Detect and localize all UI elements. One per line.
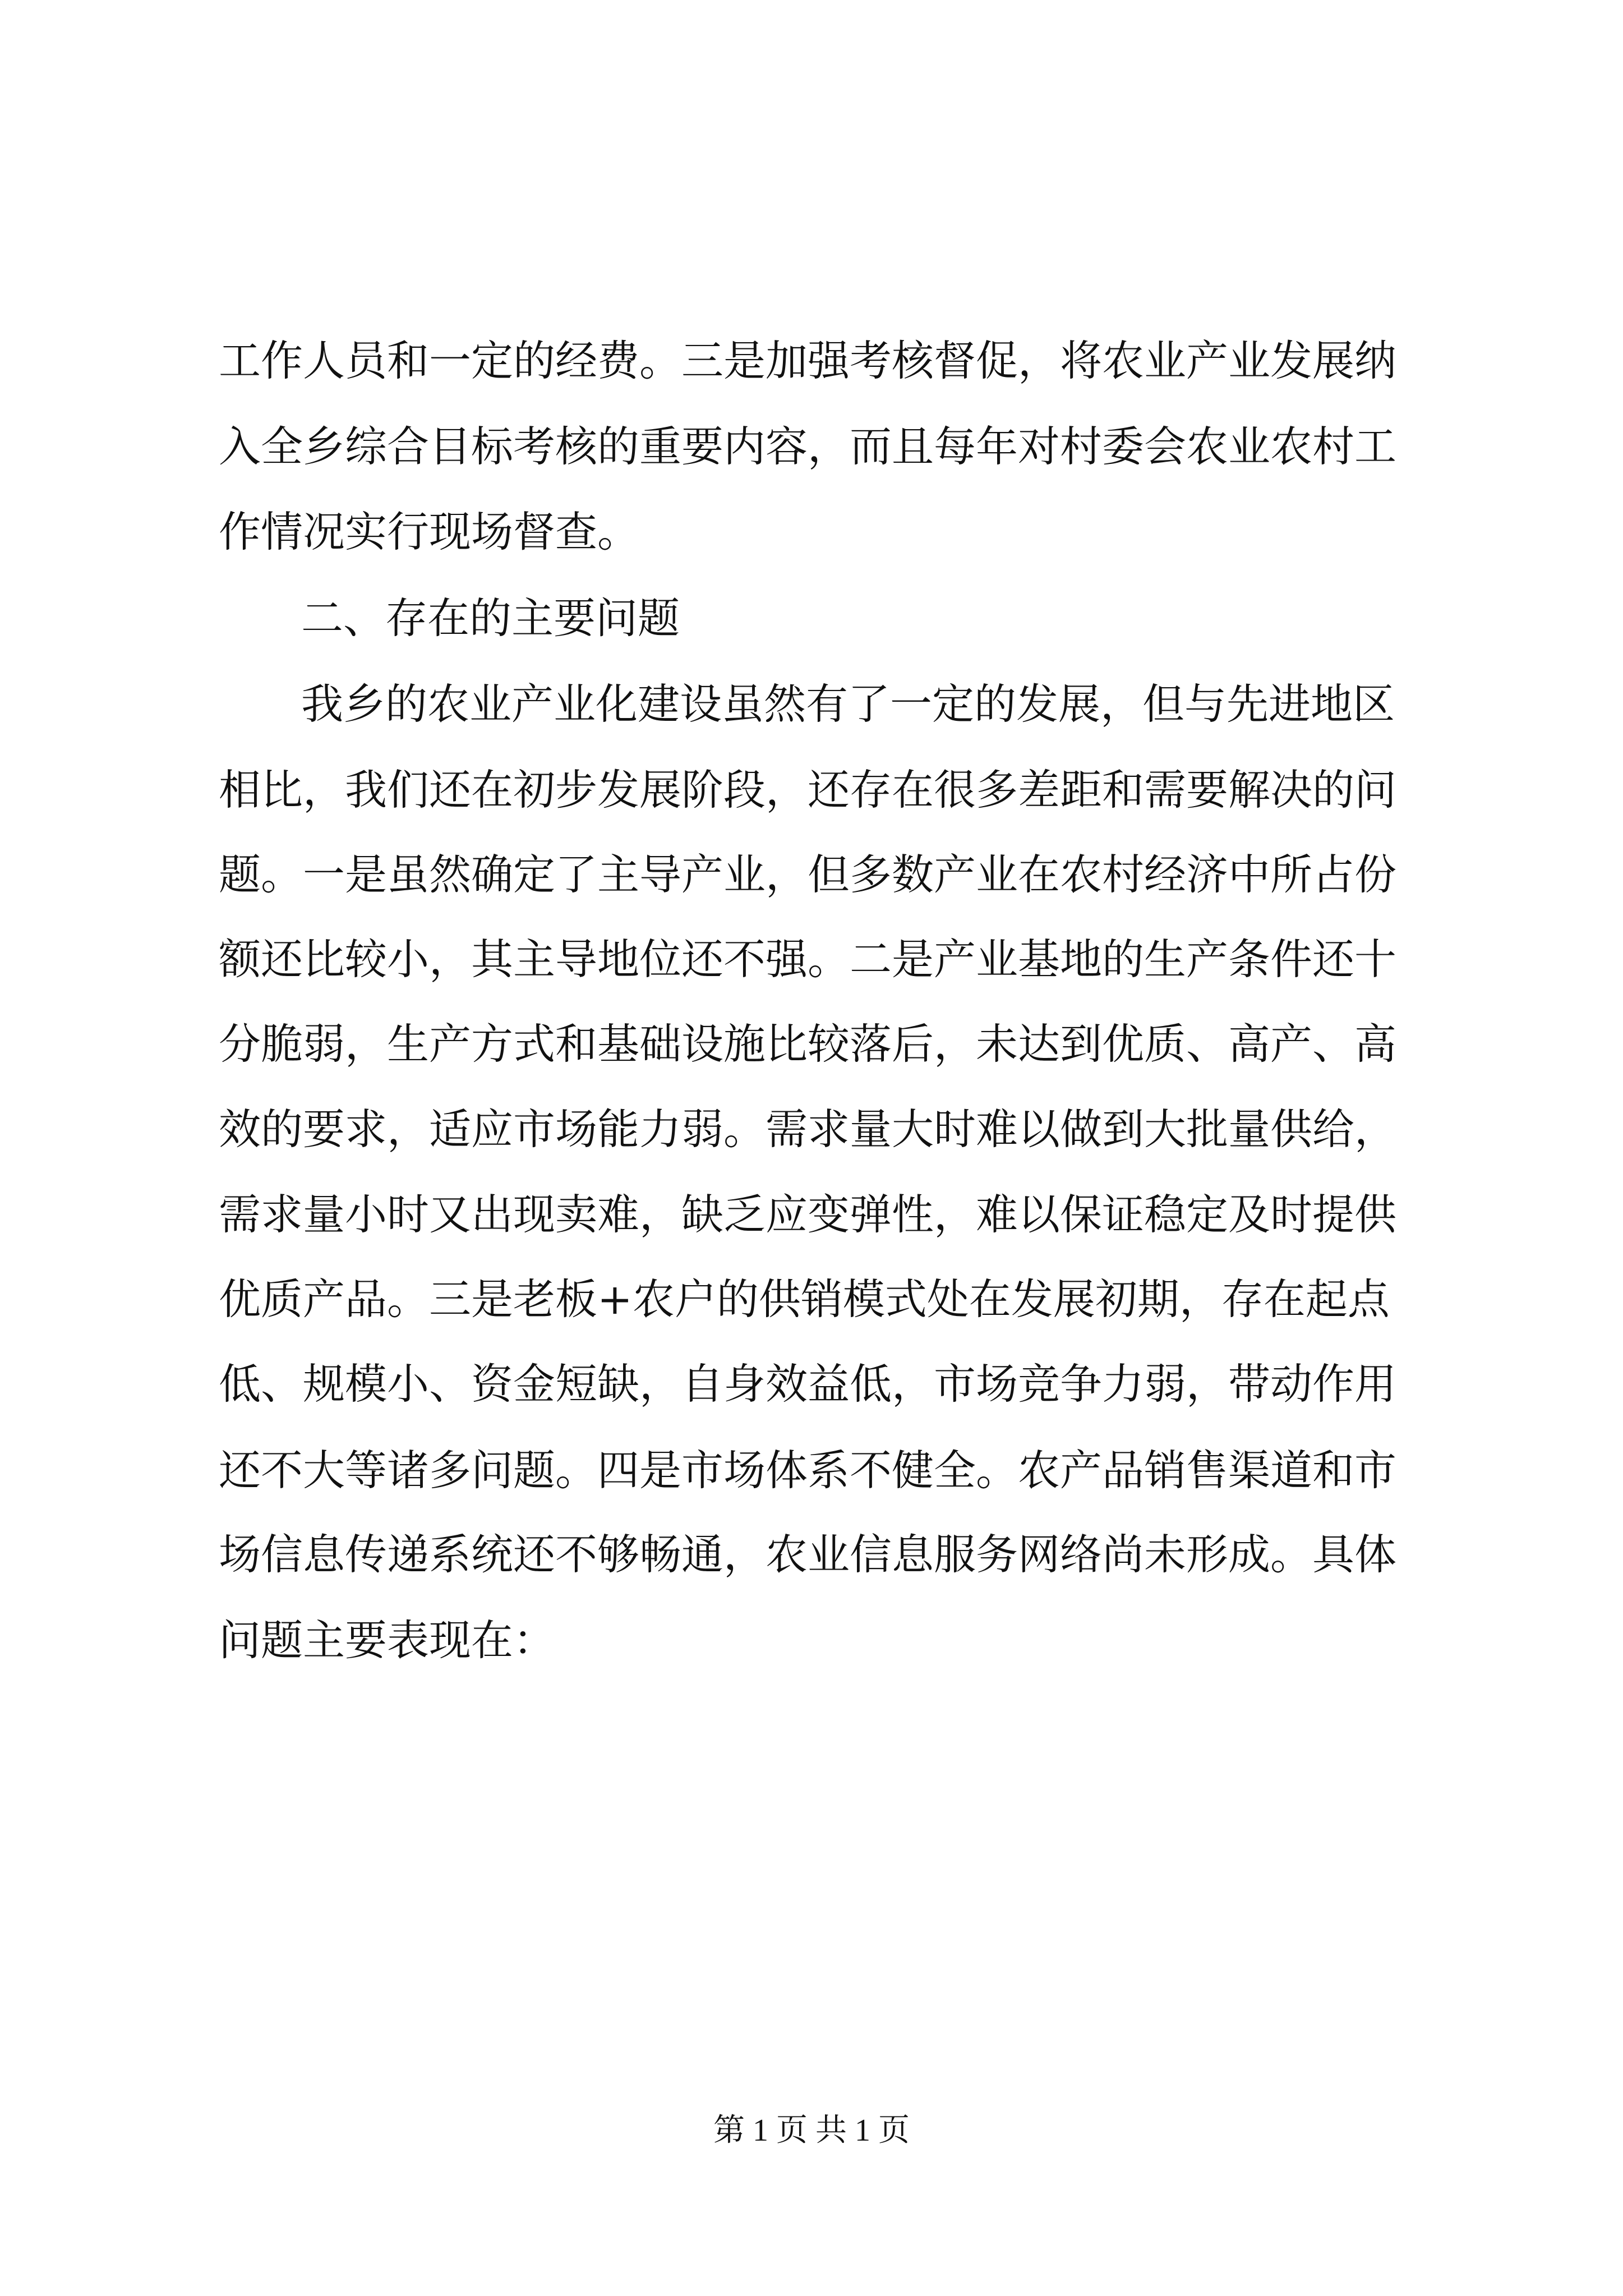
body-line-1: 工作人员和一定的经费。三是加强考核督促，将农业产业发展纳	[219, 336, 1397, 385]
body-line-8: 额还比较小，其主导地位还不强。二是产业基地的生产条件还十	[219, 935, 1397, 984]
body-line-3: 作情况实行现场督查。	[219, 507, 640, 556]
body-line-7: 题。一是虽然确定了主导产业，但多数产业在农村经济中所占份	[219, 850, 1397, 899]
body-line-15: 场信息传递系统还不够畅通，农业信息服务网络尚未形成。具体	[219, 1530, 1397, 1579]
body-line-2: 入全乡综合目标考核的重要内容，而且每年对村委会农业农村工	[219, 422, 1397, 471]
body-line-12: 优质产品。三是老板+农户的供销模式处在发展初期，存在起点	[219, 1274, 1390, 1324]
page-number-footer: 第 1 页 共 1 页	[713, 2113, 910, 2148]
body-line-9: 分脆弱，生产方式和基础设施比较落后，未达到优质、高产、高	[219, 1019, 1397, 1069]
body-line-10: 效的要求，适应市场能力弱。需求量大时难以做到大批量供给，	[219, 1105, 1397, 1154]
body-line-13: 低、规模小、资金短缺，自身效益低，市场竞争力弱，带动作用	[219, 1359, 1397, 1409]
body-line-16: 问题主要表现在：	[219, 1616, 556, 1665]
body-line-11: 需求量小时又出现卖难，缺乏应变弹性，难以保证稳定及时提供	[219, 1190, 1397, 1239]
body-line-14: 还不大等诸多问题。四是市场体系不健全。农产品销售渠道和市	[219, 1446, 1397, 1495]
body-line-6: 相比，我们还在初步发展阶段，还存在很多差距和需要解决的问	[219, 765, 1397, 815]
body-line-5: 我乡的农业产业化建设虽然有了一定的发展，但与先进地区	[301, 679, 1395, 729]
section-heading: 二、存在的主要问题	[301, 593, 680, 643]
